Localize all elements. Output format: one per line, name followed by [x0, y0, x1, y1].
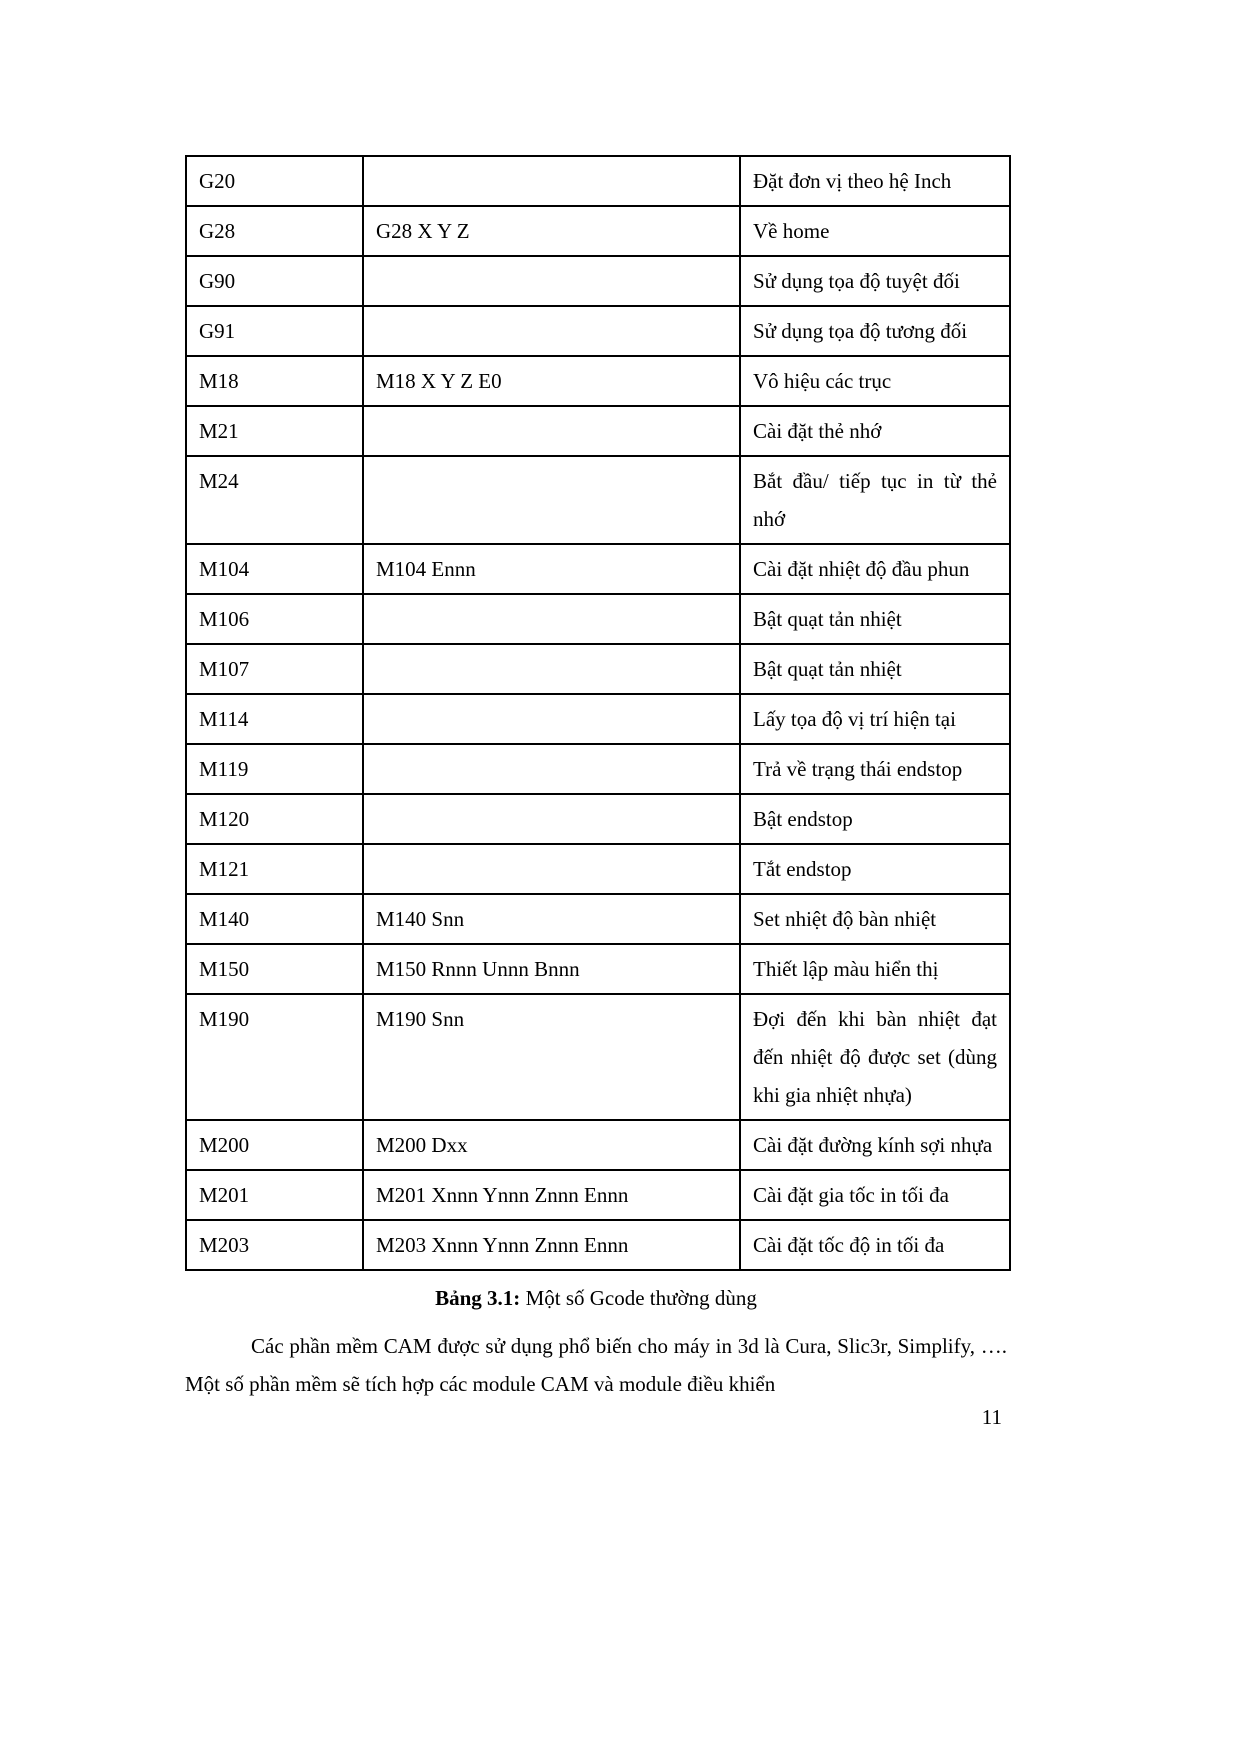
table-row: [186, 844, 1010, 894]
gcode-description-cell: Sử dụng tọa độ tuyệt đối: [740, 256, 1010, 306]
gcode-syntax-cell: [363, 644, 740, 694]
table-row: [186, 644, 1010, 694]
gcode-description-cell: Tắt endstop: [740, 844, 1010, 894]
gcode-syntax-cell: M104 Ennn: [363, 544, 740, 594]
gcode-description-cell: Sử dụng tọa độ tương đối: [740, 306, 1010, 356]
gcode-description-cell: Bật quạt tản nhiệt: [740, 644, 1010, 694]
gcode-code-cell: M201: [186, 1170, 363, 1220]
gcode-syntax-cell: M200 Dxx: [363, 1120, 740, 1170]
table-row: [186, 256, 1010, 306]
gcode-description-cell: Thiết lập màu hiển thị: [740, 944, 1010, 994]
gcode-description-cell: Cài đặt thẻ nhớ: [740, 406, 1010, 456]
gcode-code-cell: M200: [186, 1120, 363, 1170]
table-row: [186, 206, 1010, 256]
table-row: [186, 1220, 1010, 1270]
gcode-description-cell: Lấy tọa độ vị trí hiện tại: [740, 694, 1010, 744]
table-row: [186, 156, 1010, 206]
gcode-description-cell: Đặt đơn vị theo hệ Inch: [740, 156, 1010, 206]
gcode-code-cell: M150: [186, 944, 363, 994]
table-row: [186, 994, 1010, 1120]
table-caption-text: Một số Gcode thường dùng: [520, 1286, 757, 1310]
gcode-description-cell: Bật endstop: [740, 794, 1010, 844]
gcode-syntax-cell: [363, 744, 740, 794]
gcode-code-cell: M104: [186, 544, 363, 594]
table-caption: [185, 1283, 1007, 1313]
gcode-code-cell: M140: [186, 894, 363, 944]
gcode-syntax-cell: [363, 694, 740, 744]
page-number: 11: [981, 1405, 1002, 1429]
gcode-syntax-cell: G28 X Y Z: [363, 206, 740, 256]
gcode-description-cell: Cài đặt gia tốc in tối đa: [740, 1170, 1010, 1220]
gcode-code-cell: M24: [186, 456, 363, 544]
table-row: [186, 356, 1010, 406]
gcode-description-cell: Cài đặt nhiệt độ đầu phun: [740, 544, 1010, 594]
gcode-description-cell: Cài đặt đường kính sợi nhựa: [740, 1120, 1010, 1170]
gcode-code-cell: M121: [186, 844, 363, 894]
gcode-code-cell: M114: [186, 694, 363, 744]
gcode-syntax-cell: [363, 156, 740, 206]
gcode-code-cell: G91: [186, 306, 363, 356]
gcode-code-cell: M119: [186, 744, 363, 794]
body-paragraph: Các phần mềm CAM được sử dụng phổ biến cho máy in 3d là Cura, Slic3r, Simplify, …. Một số phần mềm sẽ tích hợp các module CAM và module điều khiển: [185, 1334, 1007, 1396]
gcode-code-cell: G28: [186, 206, 363, 256]
table-row: [186, 544, 1010, 594]
gcode-syntax-cell: [363, 844, 740, 894]
gcode-description-cell: Bắt đầu/ tiếp tục in từ thẻ nhớ: [740, 456, 1010, 544]
gcode-syntax-cell: M201 Xnnn Ynnn Znnn Ennn: [363, 1170, 740, 1220]
gcode-code-cell: G20: [186, 156, 363, 206]
gcode-syntax-cell: M18 X Y Z E0: [363, 356, 740, 406]
table-row: [186, 594, 1010, 644]
gcode-description-cell: Về home: [740, 206, 1010, 256]
gcode-description-cell: Cài đặt tốc độ in tối đa: [740, 1220, 1010, 1270]
gcode-syntax-cell: [363, 306, 740, 356]
gcode-code-cell: G90: [186, 256, 363, 306]
gcode-code-cell: M190: [186, 994, 363, 1120]
table-row: [186, 894, 1010, 944]
gcode-syntax-cell: [363, 456, 740, 544]
gcode-code-cell: M106: [186, 594, 363, 644]
table-row: [186, 406, 1010, 456]
gcode-code-cell: M107: [186, 644, 363, 694]
table-row: [186, 694, 1010, 744]
gcode-syntax-cell: [363, 256, 740, 306]
gcode-syntax-cell: [363, 406, 740, 456]
gcode-code-cell: M203: [186, 1220, 363, 1270]
table-row: [186, 794, 1010, 844]
gcode-syntax-cell: M190 Snn: [363, 994, 740, 1120]
gcode-syntax-cell: M150 Rnnn Unnn Bnnn: [363, 944, 740, 994]
gcode-table: [185, 155, 1011, 1271]
gcode-description-cell: Trả về trạng thái endstop: [740, 744, 1010, 794]
table-row: [186, 944, 1010, 994]
gcode-syntax-cell: [363, 594, 740, 644]
table-row: [186, 456, 1010, 544]
gcode-code-cell: M120: [186, 794, 363, 844]
gcode-table-body: [186, 156, 1010, 1270]
table-caption-label: Bảng 3.1:: [435, 1286, 521, 1310]
table-row: [186, 744, 1010, 794]
table-row: [186, 1170, 1010, 1220]
gcode-syntax-cell: M140 Snn: [363, 894, 740, 944]
table-row: [186, 1120, 1010, 1170]
gcode-description-cell: Set nhiệt độ bàn nhiệt: [740, 894, 1010, 944]
gcode-description-cell: Bật quạt tản nhiệt: [740, 594, 1010, 644]
gcode-description-cell: Đợi đến khi bàn nhiệt đạt đến nhiệt độ được set (dùng khi gia nhiệt nhựa): [740, 994, 1010, 1120]
gcode-syntax-cell: M203 Xnnn Ynnn Znnn Ennn: [363, 1220, 740, 1270]
gcode-code-cell: M21: [186, 406, 363, 456]
gcode-syntax-cell: [363, 794, 740, 844]
table-row: [186, 306, 1010, 356]
page-content: [185, 155, 1007, 1403]
gcode-code-cell: M18: [186, 356, 363, 406]
gcode-description-cell: Vô hiệu các trục: [740, 356, 1010, 406]
